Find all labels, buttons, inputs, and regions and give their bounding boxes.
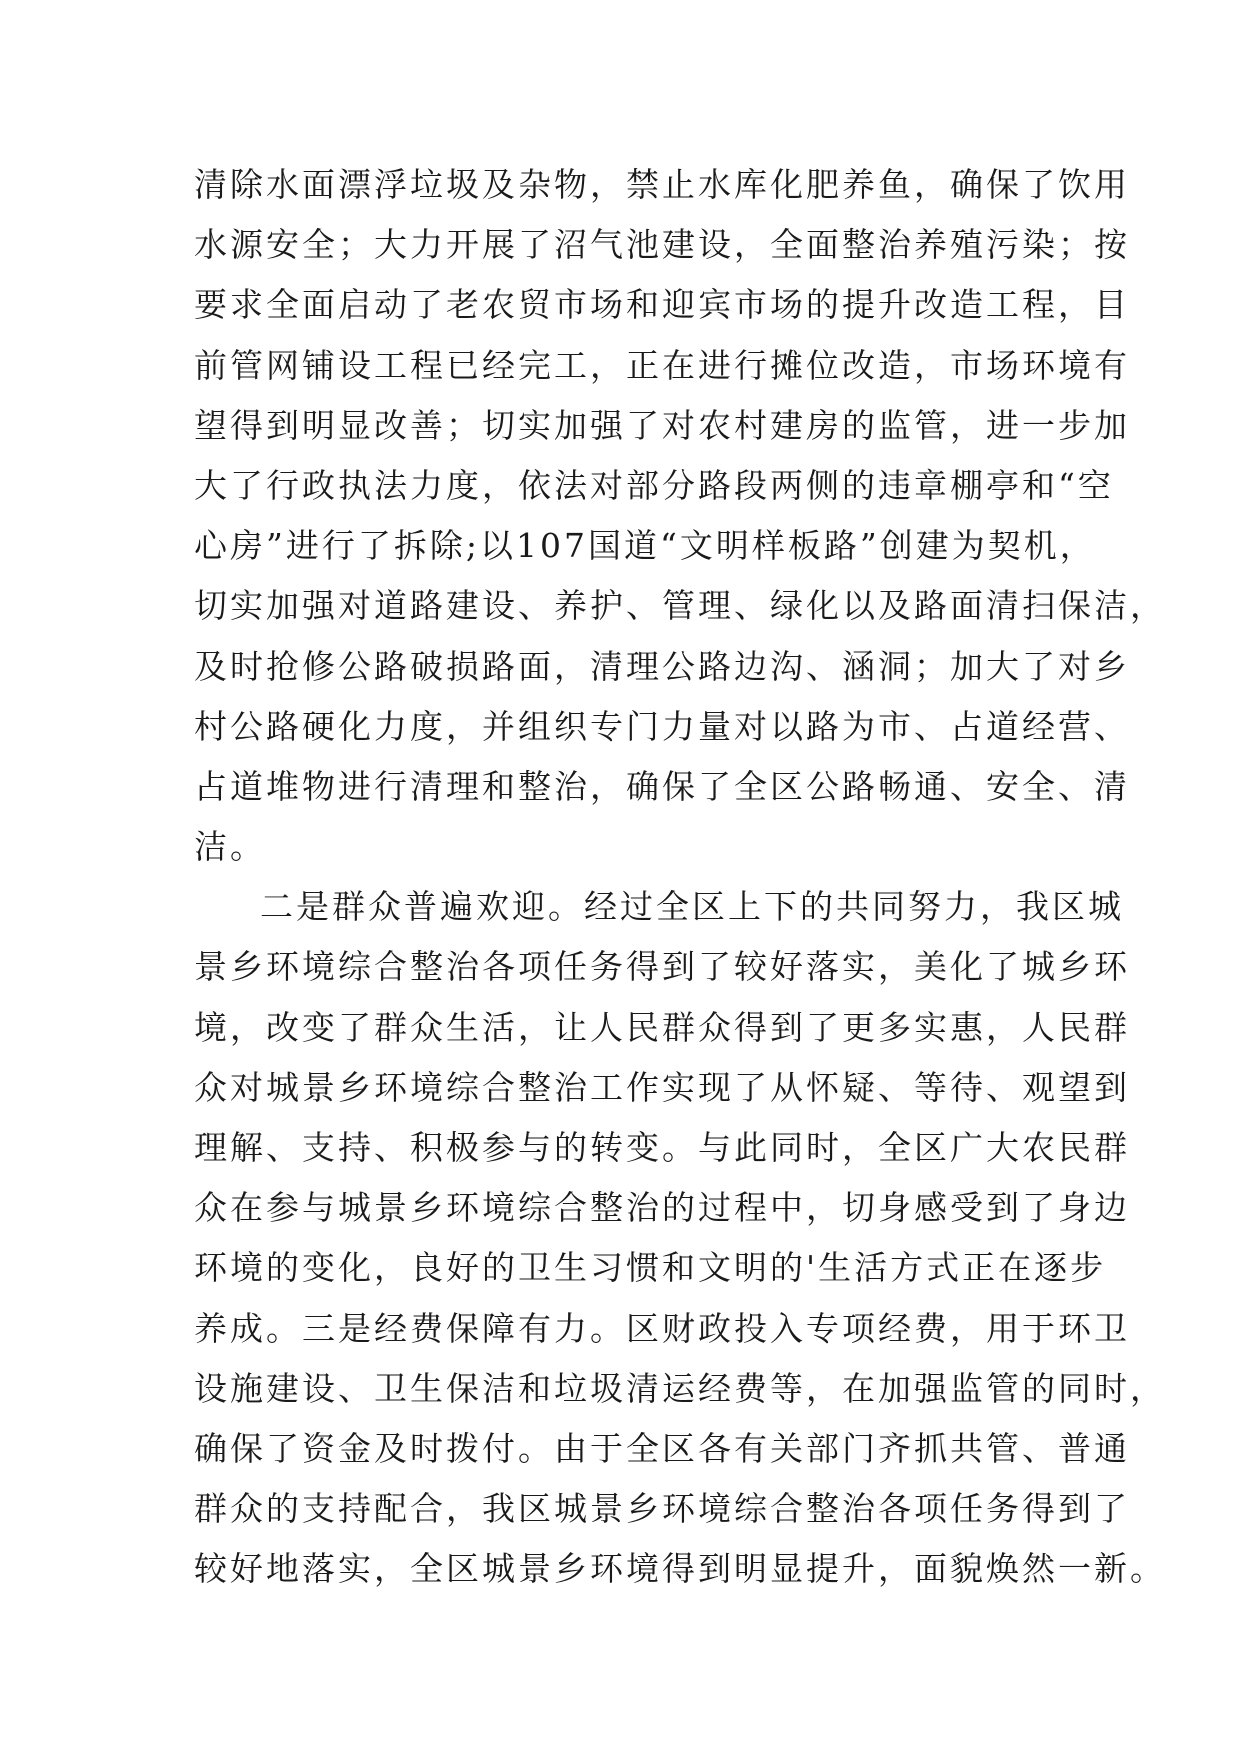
text-line: 要求全面启动了老农贸市场和迎宾市场的提升改造工程，目 [194,285,1130,325]
text-line: 切实加强对道路建设、养护、管理、绿化以及路面清扫保洁， [194,586,1166,626]
text-line: 洁。 [194,827,266,867]
text-line: 望得到明显改善；切实加强了对农村建房的监管，进一步加 [194,405,1130,445]
paragraph-first-line: 二是群众普遍欢迎。经过全区上下的共同努力，我区城 [260,887,1124,927]
text-line: 清除水面漂浮垃圾及杂物，禁止水库化肥养鱼，确保了饮用 [194,165,1130,204]
text-line: 较好地落实，全区城景乡环境得到明显提升，面貌焕然一新。 [194,1549,1166,1589]
text-line: 心房”进行了拆除;以107国道“文明样板路”创建为契机， [194,526,1096,566]
text-line: 理解、支持、积极参与的转变。与此同时，全区广大农民群 [194,1128,1130,1167]
text-line: 水源安全；大力开展了沼气池建设，全面整治养殖污染；按 [194,225,1130,265]
text-line: 确保了资金及时拨付。由于全区各有关部门齐抓共管、普通 [194,1428,1130,1468]
text-line: 群众的支持配合，我区城景乡环境综合整治各项任务得到了 [194,1489,1130,1529]
text-line: 及时抢修公路破损路面，清理公路边沟、涵洞；加大了对乡 [194,646,1130,686]
text-line: 养成。三是经费保障有力。区财政投入专项经费，用于环卫 [194,1308,1130,1348]
text-line: 境，改变了群众生活，让人民群众得到了更多实惠，人民群 [194,1007,1130,1047]
text-line: 众对城景乡环境综合整治工作实现了从怀疑、等待、观望到 [194,1067,1130,1107]
text-line: 景乡环境综合整治各项任务得到了较好落实，美化了城乡环 [194,947,1130,987]
text-line: 设施建设、卫生保洁和垃圾清运经费等，在加强监管的同时， [194,1368,1166,1408]
document-body [194,155,1166,1600]
text-line: 大了行政执法力度，依法对部分路段两侧的违章棚亭和“空 [194,465,1114,505]
text-line: 环境的变化，良好的卫生习惯和文明的'生活方式正在逐步 [194,1248,1107,1288]
text-line: 占道堆物进行清理和整治，确保了全区公路畅通、安全、清 [194,766,1130,806]
text-line: 前管网铺设工程已经完工，正在进行摊位改造，市场环境有 [194,345,1130,385]
text-line: 众在参与城景乡环境综合整治的过程中，切身感受到了身边 [194,1188,1130,1228]
text-line: 村公路硬化力度，并组织专门力量对以路为市、占道经营、 [194,706,1130,746]
